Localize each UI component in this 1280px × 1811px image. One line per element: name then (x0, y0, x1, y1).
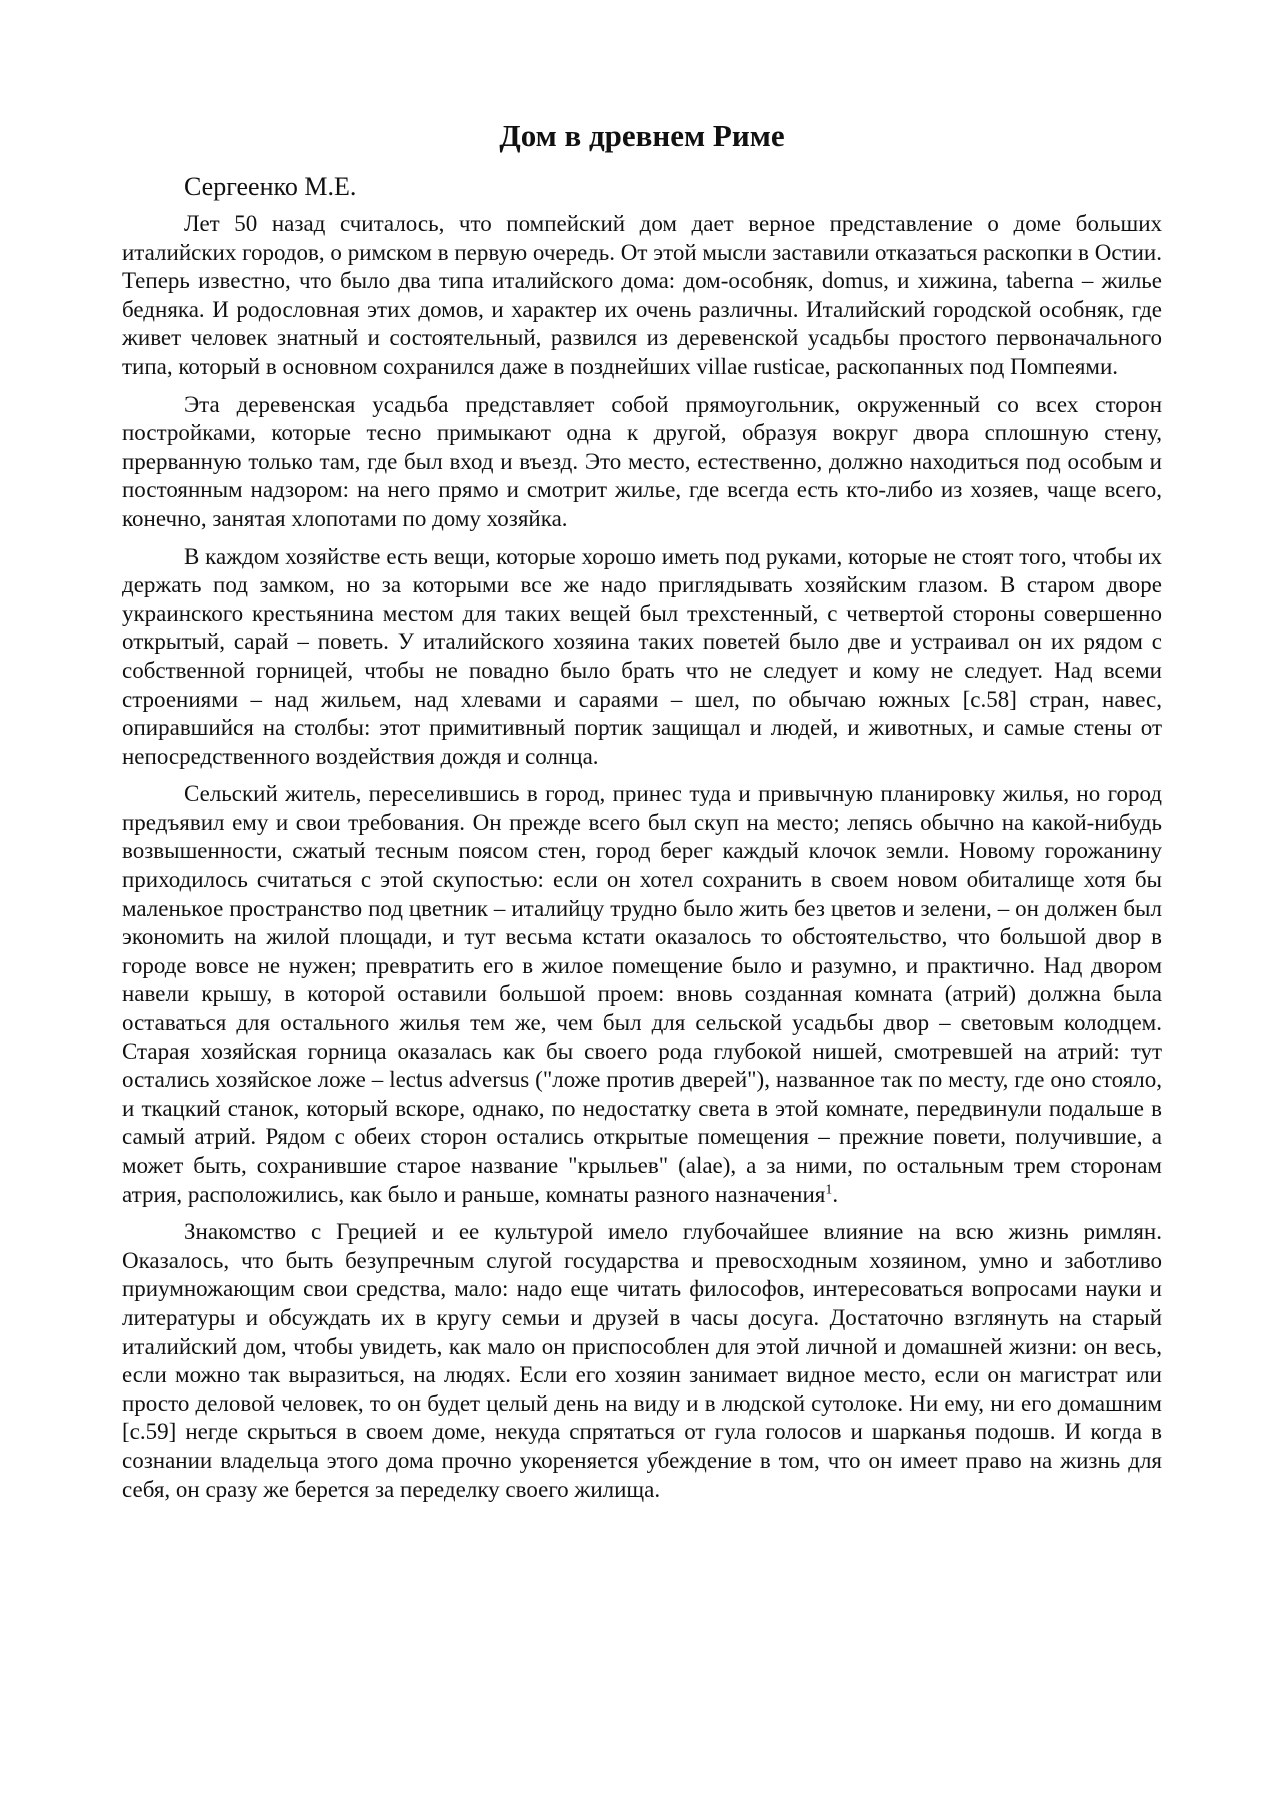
paragraph-text: Сельский житель, переселившись в город, принес туда и привычную планировку жилья, но город предъявил ему и свои требования. Он прежде всего был скуп на место; лепясь обычно на какой-нибудь возвышенности, сжатый тесным поясом стен, город берег каждый клочок земли. Новому горожанину приходилось считаться с этой скупостью: если он хотел сохранить в своем новом обиталище хотя бы маленькое пространство под цветник – италийцу трудно было жить без цветов и зелени, – он должен был экономить на жилой площади, и тут весьма кстати оказалось то обстоятельство, что большой двор в городе вовсе не нужен; превратить его в жилое помещение было и разумно, и практично. Над двором навели крышу, в которой оставили большой проем: вновь созданная комната (атрий) должна была оставаться для остального жилья тем же, чем был для сельской усадьбы двор – световым колодцем. Старая хозяйская горница оказалась как бы своего рода глубокой нишей, смотревшей на атрий: тут остались хозяйское ложе – lectus adversus ("ложе против дверей"), названное так по месту, где оно стояло, и ткацкий станок, который вскоре, однако, по недостатку света в этой комнате, передвинули подальше в самый атрий. Рядом с обеих сторон остались открытые помещения – прежние повети, получившие, а может быть, сохранившие старое название "крыльев" (alae), а за ними, по остальным трем сторонам атрия, расположились, как было и раньше, комнаты разного назначения (122, 781, 1162, 1207)
paragraph-end-punctuation: . (832, 1181, 839, 1207)
document-page (122, 118, 1162, 1513)
paragraph-5 (122, 1218, 1162, 1504)
paragraph-text: В каждом хозяйстве есть вещи, которые хорошо иметь под руками, которые не стоят того, чтобы их держать под замком, но за которыми все же надо приглядывать хозяйским глазом. В старом дворе украинского крестьянина местом для таких вещей был трехстенный, с четвертой стороны совершенно открытый, сарай – поветь. У италийского хозяина таких поветей было две и устраивал он их рядом с собственной горницей, чтобы не повадно было брать что не следует и кому не следует. Над всеми строениями – над жильем, над хлевами и сараями – шел, по обычаю южных [с.58] стран, навес, опиравшийся на столбы: этот примитивный портик защищал и людей, и животных, и самые стены от непосредственного воздействия дождя и солнца. (122, 543, 1162, 769)
document-author: Сергеенко М.Е. (184, 172, 357, 201)
paragraph-text: Лет 50 назад считалось, что помпейский дом дает верное представление о доме больших италийских городов, о римском в первую очередь. От этой мысли заставили отказаться раскопки в Остии. Теперь известно, что было два типа италийского дома: дом-особняк, domus, и хижина, taberna – жилье бедняка. И родословная этих домов, и характер их очень различны. Италийский городской особняк, где живет человек знатный и состоятельный, развился из деревенской усадьбы простого первоначального типа, который в основном сохранился даже в позднейших villae rusticae, раскопанных под Помпеями. (122, 211, 1162, 379)
paragraph-2 (122, 391, 1162, 534)
paragraph-3 (122, 543, 1162, 772)
footnote-marker[interactable]: 1 (825, 1181, 833, 1197)
paragraph-text: Эта деревенская усадьба представляет собой прямоугольник, окруженный со всех сторон постройками, которые тесно примыкают одна к другой, образуя вокруг двора сплошную стену, прерванную только там, где был вход и въезд. Это место, естественно, должно находиться под особым и постоянным надзором: на него прямо и смотрит жилье, где всегда есть кто-либо из хозяев, чаще всего, конечно, занятая хлопотами по дому хозяйка. (122, 391, 1162, 531)
paragraph-4 (122, 780, 1162, 1209)
paragraph-1 (122, 210, 1162, 382)
paragraph-text: Знакомство с Грецией и ее культурой имело глубочайшее влияние на всю жизнь римлян. Оказалось, что быть безупречным слугой государства и превосходным хозяином, умно и заботливо приумножающим свои средства, мало: надо еще читать философов, интересоваться вопросами науки и литературы и обсуждать их в кругу семьи и друзей в часы досуга. Достаточно взглянуть на старый италийский дом, чтобы увидеть, как мало он приспособлен для этой личной и домашней жизни: он весь, если можно так выразиться, на людях. Если его хозяин занимает видное место, если он магистрат или просто деловой человек, то он будет целый день на виду и в людской сутолоке. Ни ему, ни его домашним [с.59] негде скрыться в своем доме, некуда спрятаться от гула голосов и шарканья подошв. И когда в сознании владельца этого дома прочно укореняется убеждение в том, что он имеет право на жизнь для себя, он сразу же берется за переделку своего жилища. (122, 1219, 1162, 1502)
document-title: Дом в древнем Риме (499, 118, 785, 153)
